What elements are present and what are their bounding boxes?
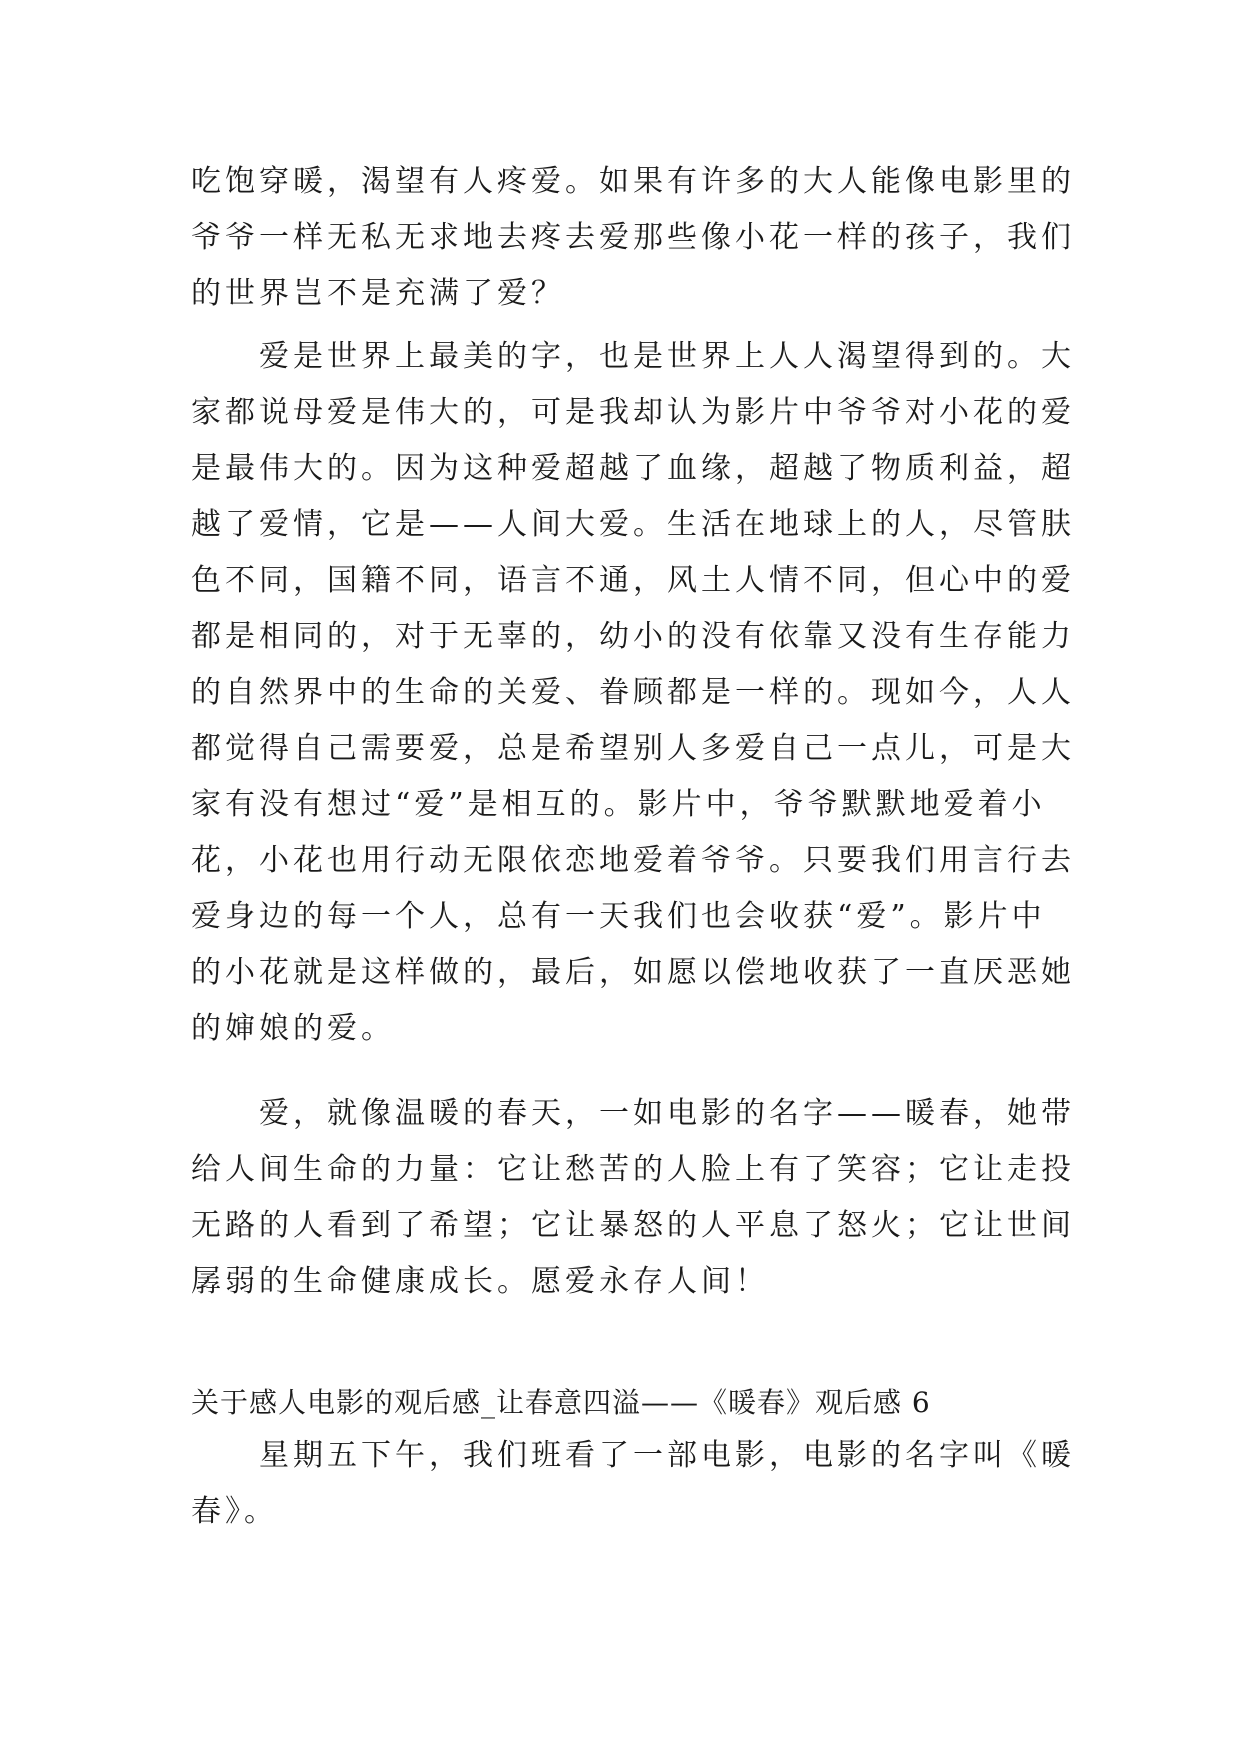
- paragraph-line: 都觉得自己需要爱，总是希望别人多爱自己一点儿，可是大: [191, 731, 1075, 766]
- paragraph-line: 爱是世界上最美的字，也是世界上人人渴望得到的。大: [259, 339, 1075, 374]
- paragraph-love-theme: [191, 329, 1075, 1057]
- paragraph-spring-theme: [191, 1086, 1075, 1310]
- paragraph-line: 是最伟大的。因为这种爱超越了血缘，超越了物质利益，超: [191, 451, 1075, 486]
- paragraph-line: 越了爱情，它是——人间大爱。生活在地球上的人，尽管肤: [191, 507, 1075, 542]
- paragraph-line: 爱身边的每一个人，总有一天我们也会收获“爱”。影片中: [191, 899, 1046, 934]
- paragraph-line: 都是相同的，对于无辜的，幼小的没有依靠又没有生存能力: [191, 619, 1075, 654]
- paragraph-line: 吃饱穿暖，渴望有人疼爱。如果有许多的大人能像电影里的: [191, 164, 1075, 199]
- paragraph-intro: [191, 1428, 1075, 1540]
- paragraph-line: 爷爷一样无私无求地去疼去爱那些像小花一样的孩子，我们: [191, 220, 1075, 255]
- paragraph-line: 孱弱的生命健康成长。愿爱永存人间！: [191, 1264, 769, 1299]
- paragraph-line: 色不同，国籍不同，语言不通，风土人情不同，但心中的爱: [191, 563, 1075, 598]
- paragraph-continuation: [191, 154, 1075, 322]
- paragraph-line: 爱，就像温暖的春天，一如电影的名字——暖春，她带: [259, 1096, 1075, 1131]
- paragraph-line: 花，小花也用行动无限依恋地爱着爷爷。只要我们用言行去: [191, 843, 1075, 878]
- paragraph-line: 家都说母爱是伟大的，可是我却认为影片中爷爷对小花的爱: [191, 395, 1075, 430]
- paragraph-line: 春》。: [191, 1494, 278, 1529]
- paragraph-line: 家有没有想过“爱”是相互的。影片中，爷爷默默地爱着小: [191, 787, 1046, 822]
- paragraph-line: 无路的人看到了希望；它让暴怒的人平息了怒火；它让世间: [191, 1208, 1075, 1243]
- section-title: 关于感人电影的观后感_让春意四溢——《暖春》观后感 6: [191, 1386, 931, 1419]
- paragraph-line: 给人间生命的力量：它让愁苦的人脸上有了笑容；它让走投: [191, 1152, 1075, 1187]
- paragraph-line: 星期五下午，我们班看了一部电影，电影的名字叫《暖: [259, 1438, 1075, 1473]
- paragraph-line: 的婶娘的爱。: [191, 1011, 395, 1046]
- paragraph-line: 的世界岂不是充满了爱？: [191, 276, 565, 311]
- paragraph-line: 的自然界中的生命的关爱、眷顾都是一样的。现如今，人人: [191, 675, 1075, 710]
- paragraph-line: 的小花就是这样做的，最后，如愿以偿地收获了一直厌恶她: [191, 955, 1075, 990]
